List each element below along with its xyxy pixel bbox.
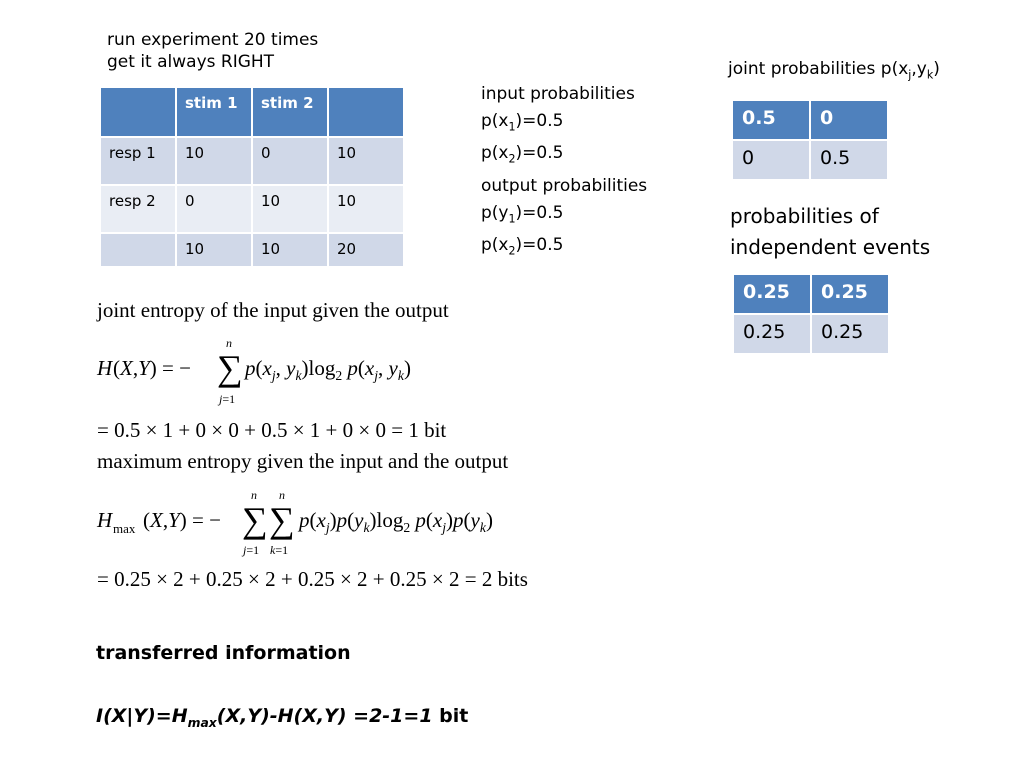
table-cell: [100, 233, 176, 267]
table-cell: 10: [176, 137, 252, 185]
joint-probabilities-table: [731, 99, 889, 181]
table-cell: resp 1: [100, 137, 176, 185]
table-cell: 10: [176, 233, 252, 267]
table-row: [732, 100, 888, 140]
max-entropy-heading: maximum entropy given the input and the output: [97, 449, 509, 473]
table-cell: 0.25: [811, 274, 889, 314]
table-cell: 0.5: [732, 100, 810, 140]
px1-text: $p(x_1)=0.5$: [481, 111, 564, 134]
independent-events-title: [730, 201, 930, 263]
independent-title-line-1: probabilities of: [730, 204, 879, 228]
input-probabilities-title: input probabilities: [481, 84, 635, 104]
table-header-row: [100, 87, 404, 137]
table-cell: resp 2: [100, 185, 176, 233]
table-row: [100, 185, 404, 233]
table-row: [733, 314, 889, 354]
contingency-table: [99, 86, 405, 268]
table-cell: 20: [328, 233, 404, 267]
transferred-information-heading: transferred information: [96, 642, 351, 664]
table-cell: 0.5: [810, 140, 888, 180]
max-entropy-result: = 0.25 × 2 + 0.25 × 2 + 0.25 × 2 + 0.25 × 2 = 2 bits: [97, 567, 528, 591]
note-line-1: run experiment 20 times: [107, 30, 319, 50]
table-cell: 10: [328, 137, 404, 185]
table-cell: 0: [810, 100, 888, 140]
note-line-2: get it always RIGHT: [107, 52, 275, 72]
table-row: [100, 137, 404, 185]
header-cell: [100, 87, 176, 137]
py2-text: $p(x_2)=0.5$: [481, 235, 564, 258]
table-cell: 0.25: [733, 274, 811, 314]
table-row: [733, 274, 889, 314]
joint-probabilities-title: joint probabilities $p(x_j,y_k)$: [728, 59, 940, 82]
output-probabilities-title: output probabilities: [481, 175, 648, 196]
independent-title-line-2: independent events: [730, 235, 931, 259]
table-cell: 0: [176, 185, 252, 233]
independent-events-table: [732, 273, 890, 355]
table-cell: 0.25: [733, 314, 811, 354]
table-row: [732, 140, 888, 180]
px2-text: $p(x_2)=0.5$: [481, 143, 564, 166]
table-cell: 10: [328, 185, 404, 233]
experiment-notes: [107, 29, 318, 73]
header-cell-stim1: stim 1: [176, 87, 252, 137]
table-cell: 10: [252, 185, 328, 233]
table-cell: 0: [732, 140, 810, 180]
joint-entropy-heading: joint entropy of the input given the output: [97, 298, 449, 322]
table-cell: 0: [252, 137, 328, 185]
joint-entropy-result: = 0.5 × 1 + 0 × 0 + 0.5 × 1 + 0 × 0 = 1 bit: [97, 418, 447, 442]
transferred-information-formula: $I(X|Y)=H_{max}(X,Y)-H(X,Y) =2-1=1$ bit: [96, 705, 469, 730]
header-cell: [328, 87, 404, 137]
table-cell: 10: [252, 233, 328, 267]
table-cell: 0.25: [811, 314, 889, 354]
py1-text: $p(y_1)=0.5$: [481, 202, 564, 226]
table-row: [100, 233, 404, 267]
marginal-probabilities: [481, 81, 647, 265]
header-cell-stim2: stim 2: [252, 87, 328, 137]
